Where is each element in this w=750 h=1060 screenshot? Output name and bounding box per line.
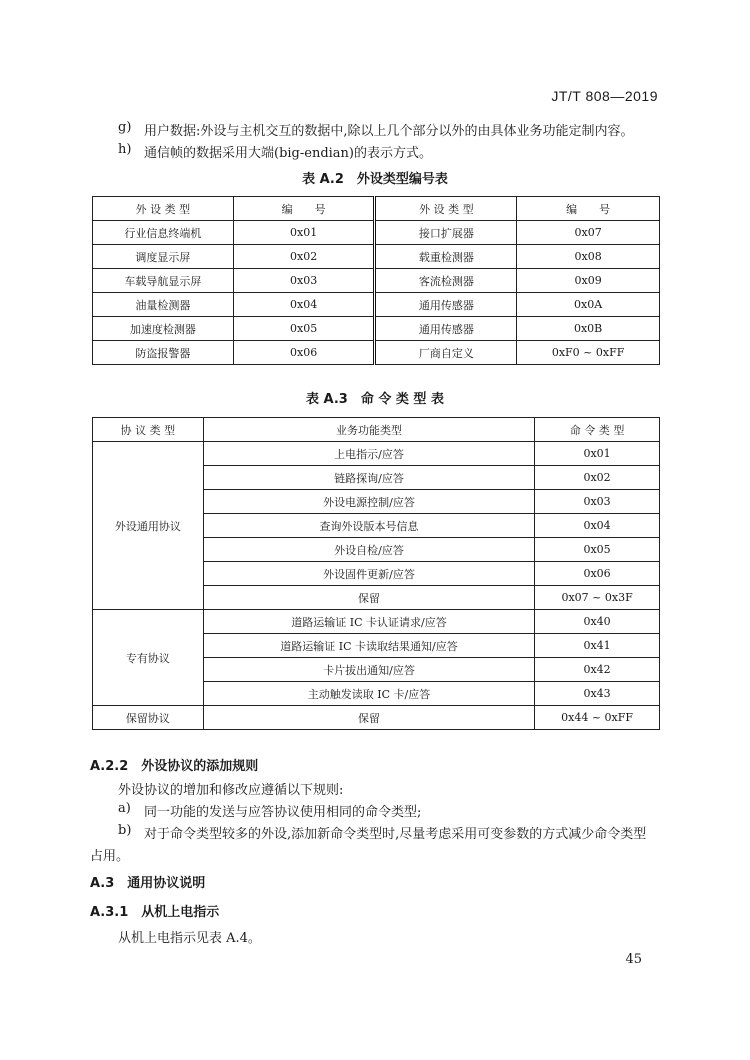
table-cell: 0x04 <box>535 514 660 538</box>
item-b-continuation: 占用。 <box>90 849 130 864</box>
table-cell: 0x02 <box>233 245 375 269</box>
item-a-marker: a) <box>118 801 131 816</box>
protocol-cell: 专有协议 <box>93 610 204 706</box>
item-g-text: 用户数据:外设与主机交互的数据中,除以上几个部分以外的由具体业务功能定制内容。 <box>144 124 634 139</box>
item-b-text: 对于命令类型较多的外设,添加新命令类型时,尽量考虑采用可变参数的方式减少命令类型 <box>144 827 647 842</box>
table-cell: 0x09 <box>517 269 660 293</box>
table-cell: 外设固件更新/应答 <box>203 562 534 586</box>
header-cell: 协 议 类 型 <box>93 418 204 442</box>
table-header-row <box>93 418 660 442</box>
table-row <box>93 269 660 293</box>
table-cell: 接口扩展器 <box>375 221 517 245</box>
table-cell: 0xF0 ~ 0xFF <box>517 341 660 365</box>
table-row <box>93 221 660 245</box>
table-cell: 保留 <box>203 586 534 610</box>
table-a2-caption: 表 A.2 外设类型编号表 <box>302 172 448 187</box>
table-cell: 外设自检/应答 <box>203 538 534 562</box>
table-row <box>93 341 660 365</box>
table-cell: 0x03 <box>535 490 660 514</box>
table-cell: 0x07 ~ 0x3F <box>535 586 660 610</box>
table-a3-caption: 表 A.3 命 令 类 型 表 <box>306 392 444 407</box>
table-cell: 卡片拔出通知/应答 <box>203 658 534 682</box>
table-cell: 0x0A <box>517 293 660 317</box>
table-cell: 道路运输证 IC 卡读取结果通知/应答 <box>203 634 534 658</box>
table-header-row <box>93 197 660 221</box>
table-cell: 0x0B <box>517 317 660 341</box>
table-row <box>93 442 660 466</box>
header-cell: 外 设 类 型 <box>375 197 517 221</box>
table-cell: 0x06 <box>233 341 375 365</box>
header-cell: 编 号 <box>517 197 660 221</box>
table-a2 <box>92 196 660 365</box>
table-cell: 加速度检测器 <box>93 317 234 341</box>
header-cell: 命 令 类 型 <box>535 418 660 442</box>
table-row <box>93 610 660 634</box>
section-a22-intro: 外设协议的增加和修改应遵循以下规则: <box>118 783 344 798</box>
table-a3 <box>92 417 660 730</box>
table-cell: 0x05 <box>535 538 660 562</box>
table-cell: 通用传感器 <box>375 317 517 341</box>
item-a-text: 同一功能的发送与应答协议使用相同的命令类型; <box>144 805 422 820</box>
item-h-marker: h) <box>118 142 132 157</box>
table-cell: 0x41 <box>535 634 660 658</box>
table-cell: 0x04 <box>233 293 375 317</box>
standard-code: JT/T 808—2019 <box>551 88 658 104</box>
item-g-marker: g) <box>118 120 132 135</box>
page-number: 45 <box>625 952 642 967</box>
table-cell: 通用传感器 <box>375 293 517 317</box>
table-cell: 0x42 <box>535 658 660 682</box>
table-cell: 油量检测器 <box>93 293 234 317</box>
protocol-cell: 保留协议 <box>93 706 204 730</box>
table-cell: 主动触发读取 IC 卡/应答 <box>203 682 534 706</box>
table-cell: 0x43 <box>535 682 660 706</box>
table-cell: 厂商自定义 <box>375 341 517 365</box>
table-row <box>93 293 660 317</box>
table-cell: 0x44 ~ 0xFF <box>535 706 660 730</box>
table-cell: 载重检测器 <box>375 245 517 269</box>
table-cell: 保留 <box>203 706 534 730</box>
section-a31-text: 从机上电指示见表 A.4。 <box>118 931 261 946</box>
header-cell: 外 设 类 型 <box>93 197 234 221</box>
table-cell: 防盗报警器 <box>93 341 234 365</box>
table-cell: 查询外设版本号信息 <box>203 514 534 538</box>
table-cell: 链路探询/应答 <box>203 466 534 490</box>
table-row <box>93 245 660 269</box>
item-b-marker: b) <box>118 823 132 838</box>
table-cell: 上电指示/应答 <box>203 442 534 466</box>
table-cell: 车载导航显示屏 <box>93 269 234 293</box>
header-cell: 编 号 <box>233 197 375 221</box>
table-cell: 外设电源控制/应答 <box>203 490 534 514</box>
table-cell: 行业信息终端机 <box>93 221 234 245</box>
header-cell: 业务功能类型 <box>203 418 534 442</box>
table-cell: 0x06 <box>535 562 660 586</box>
table-cell: 0x05 <box>233 317 375 341</box>
table-cell: 0x40 <box>535 610 660 634</box>
section-a31-heading: A.3.1 从机上电指示 <box>90 905 220 920</box>
table-row <box>93 317 660 341</box>
table-cell: 0x01 <box>535 442 660 466</box>
table-cell: 道路运输证 IC 卡认证请求/应答 <box>203 610 534 634</box>
table-cell: 0x01 <box>233 221 375 245</box>
protocol-cell: 外设通用协议 <box>93 442 204 610</box>
section-a3-heading: A.3 通用协议说明 <box>90 876 206 891</box>
table-cell: 客流检测器 <box>375 269 517 293</box>
table-cell: 0x02 <box>535 466 660 490</box>
table-cell: 0x03 <box>233 269 375 293</box>
table-cell: 调度显示屏 <box>93 245 234 269</box>
table-cell: 0x07 <box>517 221 660 245</box>
table-cell: 0x08 <box>517 245 660 269</box>
item-h-text: 通信帧的数据采用大端(big-endian)的表示方式。 <box>144 146 433 161</box>
section-a22-heading: A.2.2 外设协议的添加规则 <box>90 759 259 774</box>
table-row <box>93 706 660 730</box>
